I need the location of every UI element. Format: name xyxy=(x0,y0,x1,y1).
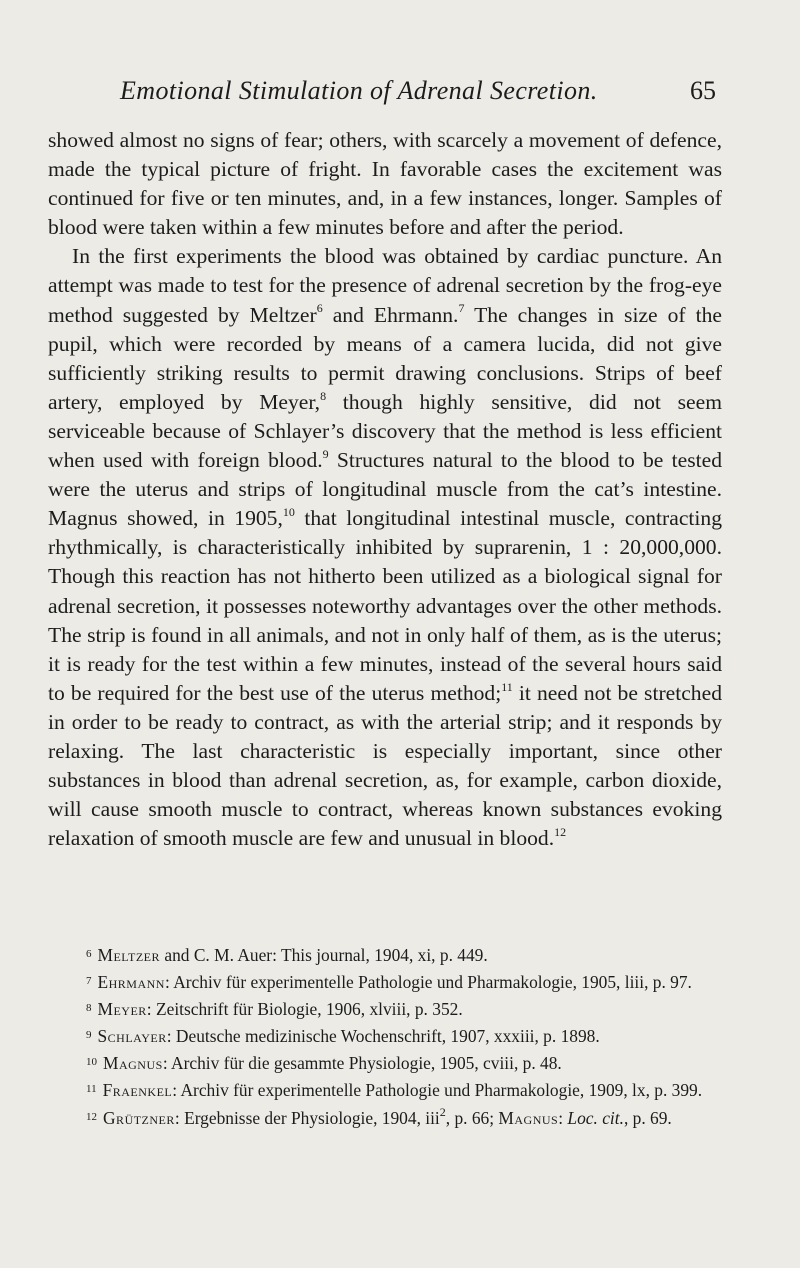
footnotes xyxy=(50,941,722,1131)
footnote-number: 8 xyxy=(86,1002,92,1015)
footnote-ref-6: 6 xyxy=(316,301,323,316)
paragraph-1: showed almost no signs of fear; others, with scarcely a movement of defence, made the typical picture of fright. In favorable cases the excitement was continued for five or ten minutes, and, in a few instances, longer. Samples of blood were taken within a few minutes before and after the period. xyxy=(48,128,722,240)
footnote-author: Magnus xyxy=(498,1107,559,1128)
footnote-number: 12 xyxy=(86,1110,97,1123)
footnote-author: Magnus xyxy=(103,1053,163,1074)
footnote-ref-8: 8 xyxy=(320,388,327,403)
footnote-author: Schlayer xyxy=(97,1026,167,1047)
p2-text-3: The changes in size of the pupil, which were recorded by means of a camera lucida, did not give sufficiently striking results to permit drawing conclusions. Strips of beef artery, employed by Meyer, xyxy=(48,302,722,414)
p2-text-5: Structures natural to the blood to be tested were the uterus and strips of longitudinal muscle from the cat’s intestine. Magnus showed, in 1905, xyxy=(48,448,723,531)
footnote-ref-12: 12 xyxy=(554,825,567,840)
footnote-text: : Deutsche medizinische Wochenschrift, 1907, xxxiii, p. 1898. xyxy=(166,1026,600,1047)
footnote-author: Grützner xyxy=(103,1107,175,1128)
footnote-text: : Zeitschrift für Biologie, 1906, xlviii, p. 352. xyxy=(146,999,463,1020)
p2-text-2: and Ehrmann. xyxy=(322,302,459,327)
footnote-text: , p. 69. xyxy=(623,1107,672,1128)
footnote-text: : Archiv für experimentelle Pathologie und Pharmakologie, 1909, lx, p. 399. xyxy=(172,1080,703,1101)
footnote-text: and C. M. Auer: This journal, 1904, xi, p. 449. xyxy=(160,945,488,965)
footnote-author: Meltzer xyxy=(97,945,161,965)
footnote xyxy=(50,1076,722,1103)
footnote xyxy=(50,968,722,995)
p2-text-7: it need not be stretched in order to be ready to contract, as with the arterial strip; and it responds by relaxing. The last characteristic is especially important, since other substances in blood than adrenal secretion, as, for example, carbon dioxide, will cause smooth muscle to contract, whereas known substances evoking relaxation of smooth muscle are few and unusual in blood. xyxy=(48,680,722,851)
footnote-number: 9 xyxy=(86,1029,92,1042)
footnote-author: Meyer xyxy=(97,999,147,1020)
footnote-ref-9: 9 xyxy=(322,446,329,461)
p2-text-1: In the first experiments the blood was obtained by cardiac puncture. An attempt was made to test for the presence of adrenal secretion by the frog-eye method suggested by Meltzer xyxy=(48,244,722,327)
p2-text-4: though highly sensitive, did not seem serviceable because of Schlayer’s discovery that the method is less efficient when used with foreign blood. xyxy=(48,389,722,473)
footnote-ref-7: 7 xyxy=(458,301,465,316)
footnote xyxy=(50,941,722,968)
paragraph-2 xyxy=(48,242,722,853)
page-header xyxy=(52,76,714,114)
footnote-author: Fraenkel xyxy=(102,1080,173,1101)
footnote xyxy=(50,1049,722,1076)
footnote-ref-10: 10 xyxy=(282,505,295,520)
footnote-text: , p. 66; xyxy=(445,1107,499,1128)
running-title: Emotional Stimulation of Adrenal Secretion. xyxy=(120,76,598,105)
footnote-number: 6 xyxy=(86,948,92,960)
footnote-text: : Archiv für die gesammte Physiologie, 1905, cviii, p. 48. xyxy=(162,1053,562,1074)
footnote-text: : Archiv für experimentelle Pathologie und Pharmakologie, 1905, liii, p. 97. xyxy=(164,972,692,993)
footnote-text: : Ergebnisse der Physiologie, 1904, iii xyxy=(174,1107,440,1128)
footnote-author: Ehrmann xyxy=(97,972,165,993)
footnote-number: 11 xyxy=(86,1083,97,1096)
footnote xyxy=(50,995,722,1022)
body-text xyxy=(48,126,722,853)
footnote-superscript: 2 xyxy=(439,1104,446,1119)
footnote xyxy=(50,1104,722,1131)
page-number: 65 xyxy=(690,76,716,105)
footnote xyxy=(50,1022,722,1049)
footnote-loc-cit: Loc. cit. xyxy=(567,1107,624,1128)
footnote-number: 10 xyxy=(86,1056,97,1069)
footnote-number: 7 xyxy=(86,975,92,988)
footnote-text: : xyxy=(558,1107,568,1128)
p2-text-6: that longitudinal intestinal muscle, contracting rhythmically, is characteristically inhibited by suprarenin, 1 : 20,000,000. Though this reaction has not hitherto been utilized as a biological signal for adrenal secretion, it possesses noteworthy advantages over the other methods. The strip is found in all animals, and not in only half of them, as is the uterus; it is ready for the test within a few minutes, instead of the several hours said to be required for the best use of the uterus method; xyxy=(48,506,722,705)
footnote-ref-11: 11 xyxy=(501,679,513,694)
